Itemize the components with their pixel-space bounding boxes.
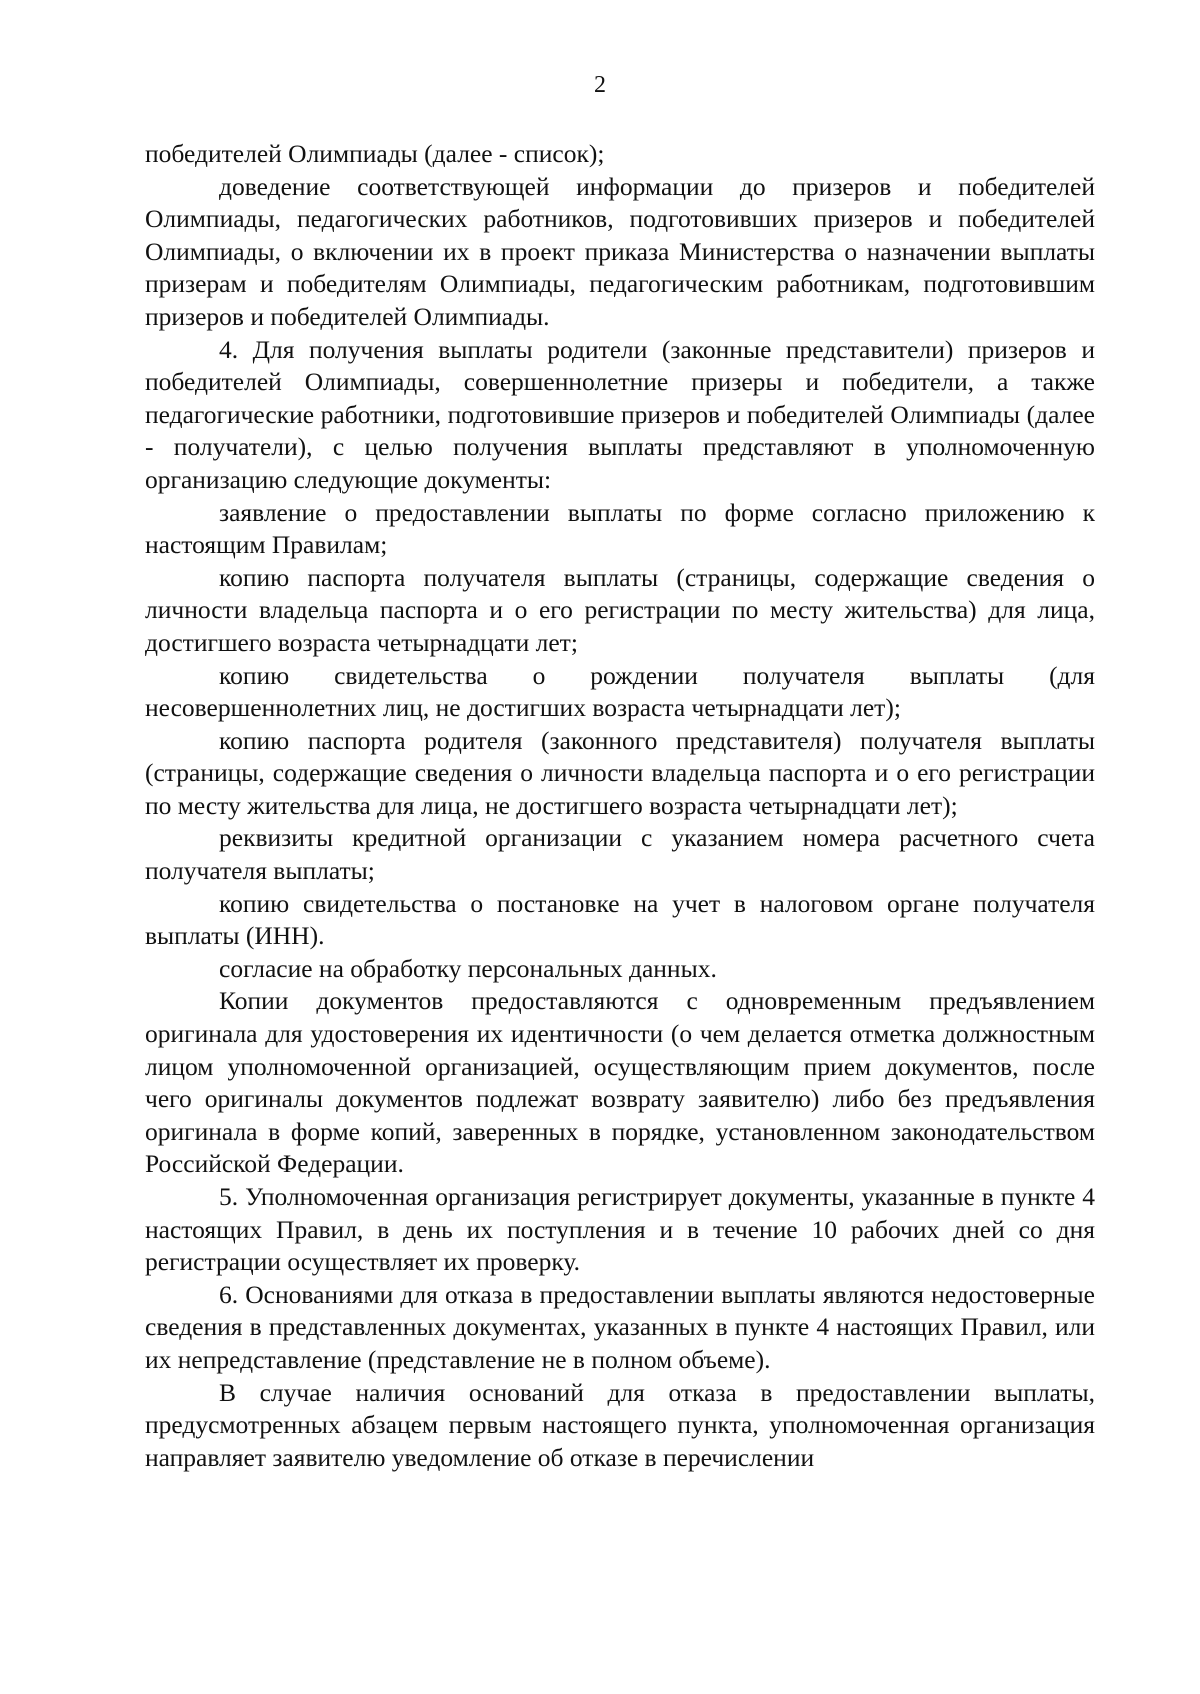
paragraph-parent-passport: копию паспорта родителя (законного представителя) получателя выплаты (страницы, содержащие сведения о личности владельца паспорта и о его регистрации по месту жительства для лица, не достигшего возраста четырнадцати лет); <box>145 725 1095 820</box>
paragraph-application: заявление о предоставлении выплаты по форме согласно приложению к настоящим Правилам; <box>145 497 1095 560</box>
paragraph-data-consent: согласие на обработку персональных данных. <box>219 953 717 983</box>
paragraph-passport-copy: копию паспорта получателя выплаты (страницы, содержащие сведения о личности владельца паспорта и о его регистрации по месту жительства) для лица, достигшего возраста четырнадцати лет; <box>145 562 1095 657</box>
paragraph-item-5: 5. Уполномоченная организация регистрирует документы, указанные в пункте 4 настоящих Правил, в день их поступления и в течение 10 рабочих дней со дня регистрации осуществляет их проверку. <box>145 1182 1095 1277</box>
paragraph-document-copies: Копии документов предоставляются с одновременным предъявлением оригинала для удостоверения их идентичности (о чем делается отметка должностным лицом уполномоченной организацией, осуществляющим прием документов, после чего оригиналы документов подлежат возврату заявителю) либо без предъявления оригинала в форме копий, заверенных в порядке, установленном законодательством Российской Федерации. <box>145 986 1095 1179</box>
paragraph-refusal-notice: В случае наличия оснований для отказа в предоставлении выплаты, предусмотренных абзацем первым настоящего пункта, уполномоченная организация направляет заявителю уведомление об отказе в перечислении <box>145 1377 1095 1472</box>
paragraph-bank-details: реквизиты кредитной организации с указанием номера расчетного счета получателя выплаты; <box>145 823 1095 886</box>
paragraph-item-6: 6. Основаниями для отказа в предоставлении выплаты являются недостоверные сведения в представленных документах, указанных в пункте 4 настоящих Правил, или их непредставление (представление не в полном объеме). <box>145 1279 1095 1374</box>
paragraph-birth-certificate: копию свидетельства о рождении получателя выплаты (для несовершеннолетних лиц, не достигших возраста четырнадцати лет); <box>145 660 1095 723</box>
paragraph-tax-certificate: копию свидетельства о постановке на учет в налоговом органе получателя выплаты (ИНН). <box>145 888 1095 951</box>
paragraph-informing-winners: доведение соответствующей информации до призеров и победителей Олимпиады, педагогических работников, подготовивших призеров и победителей Олимпиады, о включении их в проект приказа Министерства о назначении выплаты призерам и победителям Олимпиады, педагогическим работникам, подготовившим призеров и победителей Олимпиады. <box>145 171 1095 331</box>
page-number: 2 <box>594 72 606 98</box>
paragraph-list-continuation: победителей Олимпиады (далее - список); <box>145 139 605 168</box>
paragraph-item-4: 4. Для получения выплаты родители (законные представители) призеров и победителей Олимпиады, совершеннолетние призеры и победители, а также педагогические работники, подготовившие призеров и победителей Олимпиады (далее - получатели), с целью получения выплаты представляют в уполномоченную организацию следующие документы: <box>145 334 1095 494</box>
document-body <box>145 138 1095 1474</box>
